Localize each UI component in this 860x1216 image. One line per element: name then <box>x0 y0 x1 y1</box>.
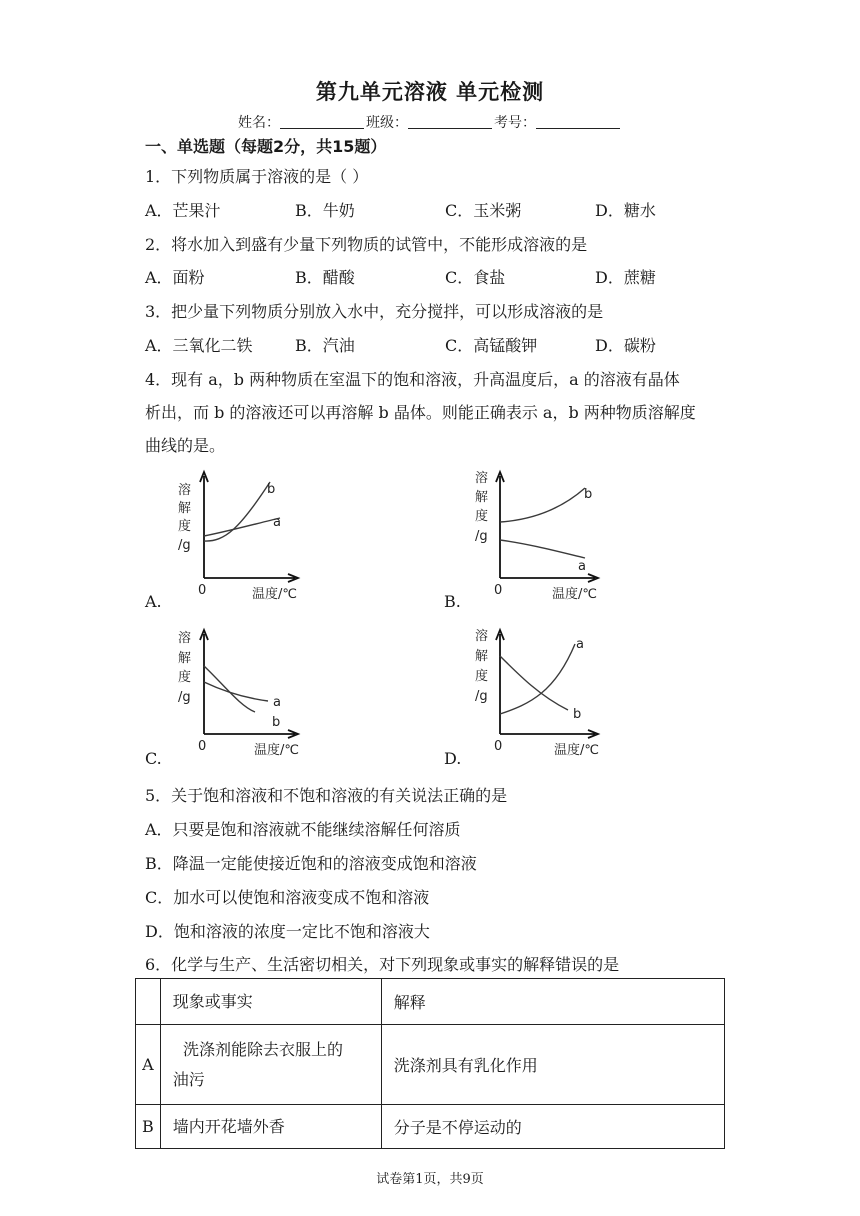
graph-option-a-label: A. <box>145 592 162 611</box>
graph-c-xlabel: 温度/℃ <box>254 743 299 758</box>
question-6-stem: 6．化学与生产、生活密切相关，对下列现象或事实的解释错误的是 <box>145 955 620 974</box>
graph-b-ylabel-1: 溶 <box>475 471 489 486</box>
graph-b-xlabel: 温度/℃ <box>552 587 597 602</box>
question-3-option-d: D．碳粉 <box>595 336 656 355</box>
graph-a-label-b: b <box>267 482 276 497</box>
name-label: 姓名： <box>238 115 280 131</box>
question-4-stem-line-1: 4．现有 a，b 两种物质在室温下的饱和溶液，升高温度后，a 的溶液有晶体 <box>145 370 680 389</box>
graph-d-curve-a <box>500 644 575 714</box>
graph-option-d-label: D. <box>444 749 462 768</box>
question-2-option-a: A．面粉 <box>145 268 205 287</box>
graph-a-origin: 0 <box>198 583 207 598</box>
graph-c-origin: 0 <box>198 739 207 754</box>
solubility-graph-d <box>470 626 610 766</box>
question-4-stem-line-2: 析出，而 b 的溶液还可以再溶解 b 晶体。则能正确表示 a，b 两种物质溶解度 <box>145 403 696 422</box>
graph-option-b-label: B. <box>444 592 461 611</box>
question-5-option-a: A．只要是饱和溶液就不能继续溶解任何溶质 <box>145 820 461 839</box>
question-5-option-c: C．加水可以使饱和溶液变成不饱和溶液 <box>145 888 430 907</box>
graph-d-xlabel: 温度/℃ <box>554 743 599 758</box>
graph-c-label-a: a <box>273 695 281 710</box>
page-footer: 试卷第1页，共9页 <box>376 1172 484 1187</box>
exam-no-label: 考号： <box>494 115 536 131</box>
graph-c-ylabel-2: 解 <box>178 651 192 666</box>
name-blank[interactable] <box>280 114 364 129</box>
table-row-a-fact-line-1: 洗涤剂能除去衣服上的 <box>172 1039 343 1059</box>
graph-b-curve-a <box>500 540 585 558</box>
question-3-stem: 3．把少量下列物质分别放入水中，充分搅拌，可以形成溶液的是 <box>145 302 604 321</box>
graph-b-ylabel-2: 解 <box>475 490 489 505</box>
graph-a-xlabel: 温度/℃ <box>252 587 297 602</box>
graph-c-label-b: b <box>272 715 281 730</box>
graph-d-ylabel-3: 度 <box>475 669 489 684</box>
question-6-table <box>135 978 725 1149</box>
question-1-option-b: B．牛奶 <box>295 201 355 220</box>
question-2-option-d: D．蔗糖 <box>595 268 656 287</box>
table-row-a-fact-line-2: 油污 <box>172 1069 205 1089</box>
graph-d-origin: 0 <box>494 739 503 754</box>
question-2-option-c: C．食盐 <box>445 268 506 287</box>
graph-d-label-b: b <box>573 707 582 722</box>
graph-b-ylabel-4: /g <box>475 529 488 544</box>
graph-c-curve-b <box>204 666 255 712</box>
question-4-stem-line-3: 曲线的是。 <box>145 436 226 455</box>
table-row <box>136 1025 725 1105</box>
graph-d-label-a: a <box>576 637 584 652</box>
question-1-option-d: D．糖水 <box>595 201 656 220</box>
exam-no-blank[interactable] <box>536 114 620 129</box>
table-row-b-fact: 墙内开花墙外香 <box>160 1105 381 1149</box>
table-row-b-label: B <box>136 1105 161 1149</box>
question-1-option-c: C．玉米粥 <box>445 201 522 220</box>
table-header-row <box>136 979 725 1025</box>
graph-c-ylabel-3: 度 <box>178 670 192 685</box>
graph-b-curve-b <box>500 488 585 522</box>
table-row-a-label: A <box>136 1025 161 1105</box>
graph-a-ylabel-2: 解 <box>178 501 192 516</box>
table-header-reason: 解释 <box>381 979 724 1025</box>
question-5-stem: 5．关于饱和溶液和不饱和溶液的有关说法正确的是 <box>145 786 508 805</box>
table-row <box>136 1105 725 1149</box>
solubility-graph-a <box>170 468 310 608</box>
graph-option-c-label: C. <box>145 749 162 768</box>
graph-d-curve-b <box>500 656 568 710</box>
question-1-stem: 1．下列物质属于溶液的是（ ） <box>145 167 369 186</box>
class-blank[interactable] <box>408 114 492 129</box>
table-row-b-reason: 分子是不停运动的 <box>381 1105 724 1149</box>
question-2-option-b: B．醋酸 <box>295 268 355 287</box>
graph-a-ylabel-3: 度 <box>178 519 192 534</box>
question-3-option-a: A．三氧化二铁 <box>145 336 253 355</box>
graph-b-label-b: b <box>584 487 593 502</box>
table-row-a-fact <box>160 1025 381 1105</box>
solubility-graph-c <box>170 626 310 766</box>
table-header-fact: 现象或事实 <box>160 979 381 1025</box>
table-header-blank <box>136 979 161 1025</box>
section-heading: 一、单选题（每题2分，共15题） <box>145 137 387 156</box>
graph-d-ylabel-4: /g <box>475 689 488 704</box>
page-title: 第九单元溶液 单元检测 <box>315 80 545 104</box>
question-5-option-b: B．降温一定能使接近饱和的溶液变成饱和溶液 <box>145 854 477 873</box>
class-label: 班级： <box>366 115 408 131</box>
graph-a-ylabel-1: 溶 <box>178 483 192 498</box>
graph-a-label-a: a <box>273 515 281 530</box>
graph-b-ylabel-3: 度 <box>475 509 489 524</box>
graph-a-ylabel-4: /g <box>178 538 191 553</box>
question-3-option-c: C．高锰酸钾 <box>445 336 538 355</box>
graph-b-label-a: a <box>578 559 586 574</box>
question-2-stem: 2．将水加入到盛有少量下列物质的试管中，不能形成溶液的是 <box>145 235 588 254</box>
question-5-option-d: D．饱和溶液的浓度一定比不饱和溶液大 <box>145 922 430 941</box>
graph-b-origin: 0 <box>494 583 503 598</box>
student-info-line <box>0 112 860 132</box>
solubility-graph-b <box>470 468 610 608</box>
graph-d-ylabel-2: 解 <box>475 649 489 664</box>
graph-a-curve-b <box>204 482 270 541</box>
question-1-option-a: A．芒果汁 <box>145 201 221 220</box>
table-row-a-reason: 洗涤剂具有乳化作用 <box>381 1025 724 1105</box>
graph-d-ylabel-1: 溶 <box>475 629 489 644</box>
question-3-option-b: B．汽油 <box>295 336 355 355</box>
graph-c-ylabel-4: /g <box>178 690 191 705</box>
graph-c-ylabel-1: 溶 <box>178 631 192 646</box>
